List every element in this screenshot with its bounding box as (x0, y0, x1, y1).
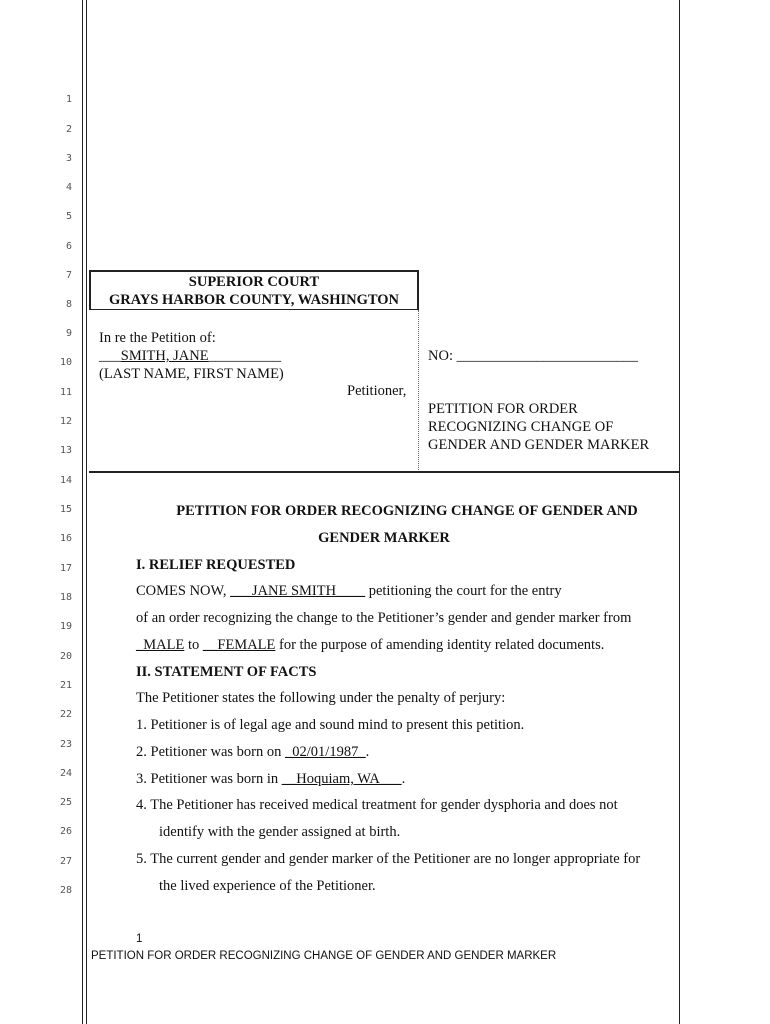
section-heading-facts: II. STATEMENT OF FACTS (136, 664, 317, 680)
caption-title-line3: GENDER AND GENDER MARKER (428, 437, 650, 453)
fact-3-prefix: 3. Petitioner was born in (136, 771, 282, 787)
case-number-label: NO: (428, 348, 453, 364)
line-number: 8 (65, 299, 72, 310)
line-number: 4 (65, 182, 72, 193)
line-number: 26 (59, 826, 72, 837)
footer-page-number: 1 (136, 933, 143, 945)
line-number: 10 (59, 357, 72, 368)
line-number: 27 (59, 856, 72, 867)
line-number: 28 (59, 885, 72, 896)
line-number: 20 (59, 651, 72, 662)
comes-now-line (136, 582, 562, 600)
fact-4-line2: identify with the gender assigned at birth. (159, 824, 401, 840)
purpose-suffix: for the purpose of amending identity related documents. (275, 637, 605, 653)
fact-3 (136, 770, 405, 788)
fact-2 (136, 743, 369, 761)
court-name: SUPERIOR COURT (188, 274, 320, 290)
caption-divider (418, 310, 419, 472)
footer-title: PETITION FOR ORDER RECOGNIZING CHANGE OF GENDER AND GENDER MARKER (91, 950, 557, 962)
line-number: 17 (59, 563, 72, 574)
line-number: 2 (65, 124, 72, 135)
caption-title-line2: RECOGNIZING CHANGE OF (428, 419, 614, 435)
name-trail-blank: __________ (208, 348, 282, 364)
document-title-line2: GENDER MARKER (318, 530, 450, 546)
fact-2-prefix: 2. Petitioner was born on (136, 744, 286, 760)
to-word: to (184, 637, 203, 653)
fact-2-suffix: . (365, 744, 370, 760)
birth-place-blank: __Hoquiam, WA___ (281, 771, 402, 787)
line-number: 14 (59, 475, 72, 486)
line-number: 6 (65, 241, 72, 252)
fact-3-suffix: . (401, 771, 406, 787)
left-margin-rule-inner (86, 0, 87, 1024)
fact-1: 1. Petitioner is of legal age and sound mind to present this petition. (136, 717, 525, 733)
line-number: 22 (59, 709, 72, 720)
from-gender-blank: _MALE (136, 637, 185, 653)
caption-bottom-rule (89, 471, 679, 473)
comes-now-suffix: petitioning the court for the entry (365, 583, 562, 599)
fact-4-line1: 4. The Petitioner has received medical treatment for gender dysphoria and does not (136, 797, 618, 813)
line-number: 24 (59, 768, 72, 779)
line-number: 3 (65, 153, 72, 164)
line-number: 12 (59, 416, 72, 427)
name-format-hint: (LAST NAME, FIRST NAME) (99, 366, 284, 382)
fact-5-line1: 5. The current gender and gender marker of the Petitioner are no longer appropriate for (136, 851, 641, 867)
petitioner-name: SMITH, JANE (120, 348, 209, 364)
line-number: 21 (59, 680, 72, 691)
gender-change-line (136, 636, 604, 654)
perjury-statement: The Petitioner states the following under the penalty of perjury: (136, 690, 506, 706)
line-number: 7 (65, 270, 72, 281)
case-number-blank: _________________________ (456, 348, 638, 364)
line-number: 18 (59, 592, 72, 603)
line-number: 23 (59, 739, 72, 750)
line-number: 5 (65, 211, 72, 222)
name-lead-blank: ___ (99, 348, 121, 364)
petitioner-name-blank: ___JANE SMITH____ (230, 583, 366, 599)
to-gender-blank: __FEMALE (202, 637, 276, 653)
petitioner-name-field (99, 347, 281, 365)
case-number-field (428, 347, 638, 365)
line-number: 16 (59, 533, 72, 544)
line-number: 1 (65, 94, 72, 105)
order-line: of an order recognizing the change to the Petitioner’s gender and gender marker from (136, 610, 632, 626)
section-heading-relief: I. RELIEF REQUESTED (136, 557, 296, 573)
document-title-line1: PETITION FOR ORDER RECOGNIZING CHANGE OF GENDER AND (176, 503, 638, 519)
line-number: 9 (65, 328, 72, 339)
line-number: 15 (59, 504, 72, 515)
line-number: 13 (59, 445, 72, 456)
caption-title-line1: PETITION FOR ORDER (428, 401, 578, 417)
comes-now-prefix: COMES NOW, (136, 583, 231, 599)
in-re-label: In re the Petition of: (99, 330, 216, 346)
line-number: 19 (59, 621, 72, 632)
petitioner-label: Petitioner, (347, 383, 407, 399)
left-margin-rule-outer (82, 0, 83, 1024)
county-name: GRAYS HARBOR COUNTY, WASHINGTON (108, 292, 400, 308)
birth-date-blank: _02/01/1987_ (285, 744, 366, 760)
line-number: 25 (59, 797, 72, 808)
line-number: 11 (59, 387, 72, 398)
fact-5-line2: the lived experience of the Petitioner. (159, 878, 376, 894)
